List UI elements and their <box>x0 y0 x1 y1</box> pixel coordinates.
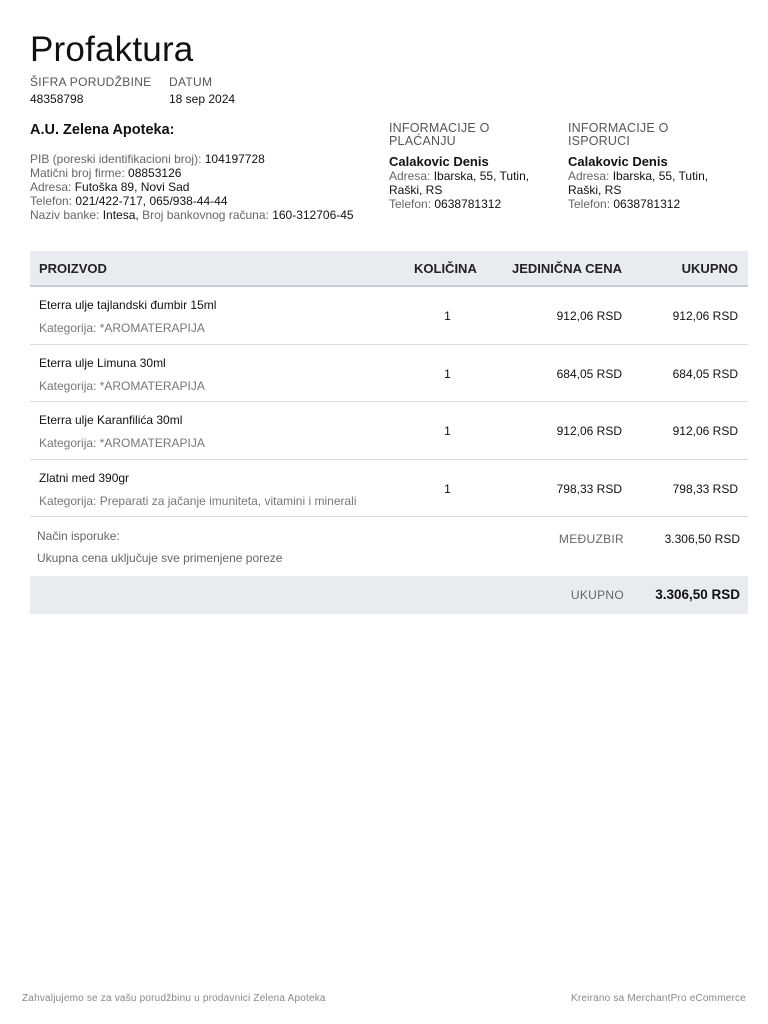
header-quantity: KOLIČINA <box>414 261 477 276</box>
product-total: 912,06 RSD <box>672 424 738 438</box>
payment-heading-1: INFORMACIJE O <box>389 121 490 135</box>
footer-credit[interactable]: Kreirano sa MerchantPro eCommerce <box>571 993 746 1004</box>
seller-block <box>30 122 380 222</box>
payment-address: Adresa: Ibarska, 55, Tutin, <box>389 169 530 183</box>
product-total: 912,06 RSD <box>672 309 738 323</box>
table-row <box>30 345 748 403</box>
product-unit-price: 912,06 RSD <box>556 309 622 323</box>
product-unit-price: 684,05 RSD <box>556 366 622 381</box>
table-row <box>30 460 748 518</box>
header-total: UKUPNO <box>681 261 738 276</box>
product-category: Kategorija: *AROMATERAPIJA <box>39 321 205 335</box>
order-id-value: 48358798 <box>30 92 84 106</box>
seller-address: Adresa: Futoška 89, Novi Sad <box>30 180 190 194</box>
seller-name: A.U. Zelena Apoteka: <box>30 122 175 138</box>
delivery-heading-2: ISPORUCI <box>568 134 631 148</box>
header-product: PROIZVOD <box>39 261 107 276</box>
tax-note: Ukupna cena uključuje sve primenjene poreze <box>37 551 283 565</box>
subtotal-value: 3.306,50 RSD <box>664 532 740 546</box>
order-id-label: ŠIFRA PORUDŽBINE <box>30 75 152 89</box>
order-date-value: 18 sep 2024 <box>169 92 236 106</box>
products-table <box>30 251 748 517</box>
grand-total-value: 3.306,50 RSD <box>655 587 740 602</box>
product-total: 798,33 RSD <box>672 481 738 496</box>
page-title: Profaktura <box>30 30 194 69</box>
seller-pib: PIB (poreski identifikacioni broj): 104197728 <box>30 152 265 166</box>
product-name[interactable]: Eterra ulje Karanfilića 30ml <box>39 413 183 427</box>
seller-mb: Matični broj firme: 08853126 <box>30 166 182 180</box>
payment-heading-2: PLAĆANJU <box>389 134 456 148</box>
delivery-address-2: Raški, RS <box>568 183 622 197</box>
seller-phone: Telefon: 021/422-717, 065/938-44-44 <box>30 194 228 208</box>
delivery-heading-1: INFORMACIJE O <box>568 121 669 135</box>
delivery-name: Calakovic Denis <box>568 154 668 169</box>
product-unit-price: 912,06 RSD <box>556 424 622 438</box>
product-quantity: 1 <box>444 481 451 496</box>
grand-total-label: UKUPNO <box>570 588 624 602</box>
table-row <box>30 402 748 460</box>
product-name[interactable]: Zlatni med 390gr <box>39 470 130 485</box>
product-name[interactable]: Eterra ulje tajlandski đumbir 15ml <box>39 298 217 312</box>
shipping-method-label: Način isporuke: <box>37 529 120 543</box>
product-category: Kategorija: *AROMATERAPIJA <box>39 436 205 450</box>
payment-name: Calakovic Denis <box>389 154 489 169</box>
product-quantity: 1 <box>444 424 451 438</box>
summary-block <box>30 518 748 576</box>
footer-thanks: Zahvaljujemo se za vašu porudžbinu u prodavnici Zelena Apoteka <box>22 993 326 1004</box>
payment-info <box>389 122 559 211</box>
product-name[interactable]: Eterra ulje Limuna 30ml <box>39 355 166 370</box>
subtotal-label: MEĐUZBIR <box>558 532 624 546</box>
table-header <box>30 251 748 287</box>
seller-bank: Naziv banke: Intesa, Broj bankovnog računa: 160-312706-45 <box>30 208 354 222</box>
delivery-address: Adresa: Ibarska, 55, Tutin, <box>568 169 709 183</box>
product-category: Kategorija: Preparati za jačanje imuniteta, vitamini i minerali <box>39 493 357 508</box>
grand-total-bar <box>30 576 748 614</box>
product-quantity: 1 <box>444 309 451 323</box>
delivery-info <box>568 122 738 211</box>
table-row <box>30 287 748 345</box>
product-quantity: 1 <box>444 366 451 381</box>
order-date-label: DATUM <box>169 75 213 89</box>
delivery-phone: Telefon: 0638781312 <box>568 197 681 211</box>
product-category: Kategorija: *AROMATERAPIJA <box>39 378 205 393</box>
payment-phone: Telefon: 0638781312 <box>389 197 502 211</box>
header-unit-price: JEDINIČNA CENA <box>511 261 622 276</box>
payment-address-2: Raški, RS <box>389 183 443 197</box>
product-total: 684,05 RSD <box>672 366 738 381</box>
product-unit-price: 798,33 RSD <box>556 481 622 496</box>
